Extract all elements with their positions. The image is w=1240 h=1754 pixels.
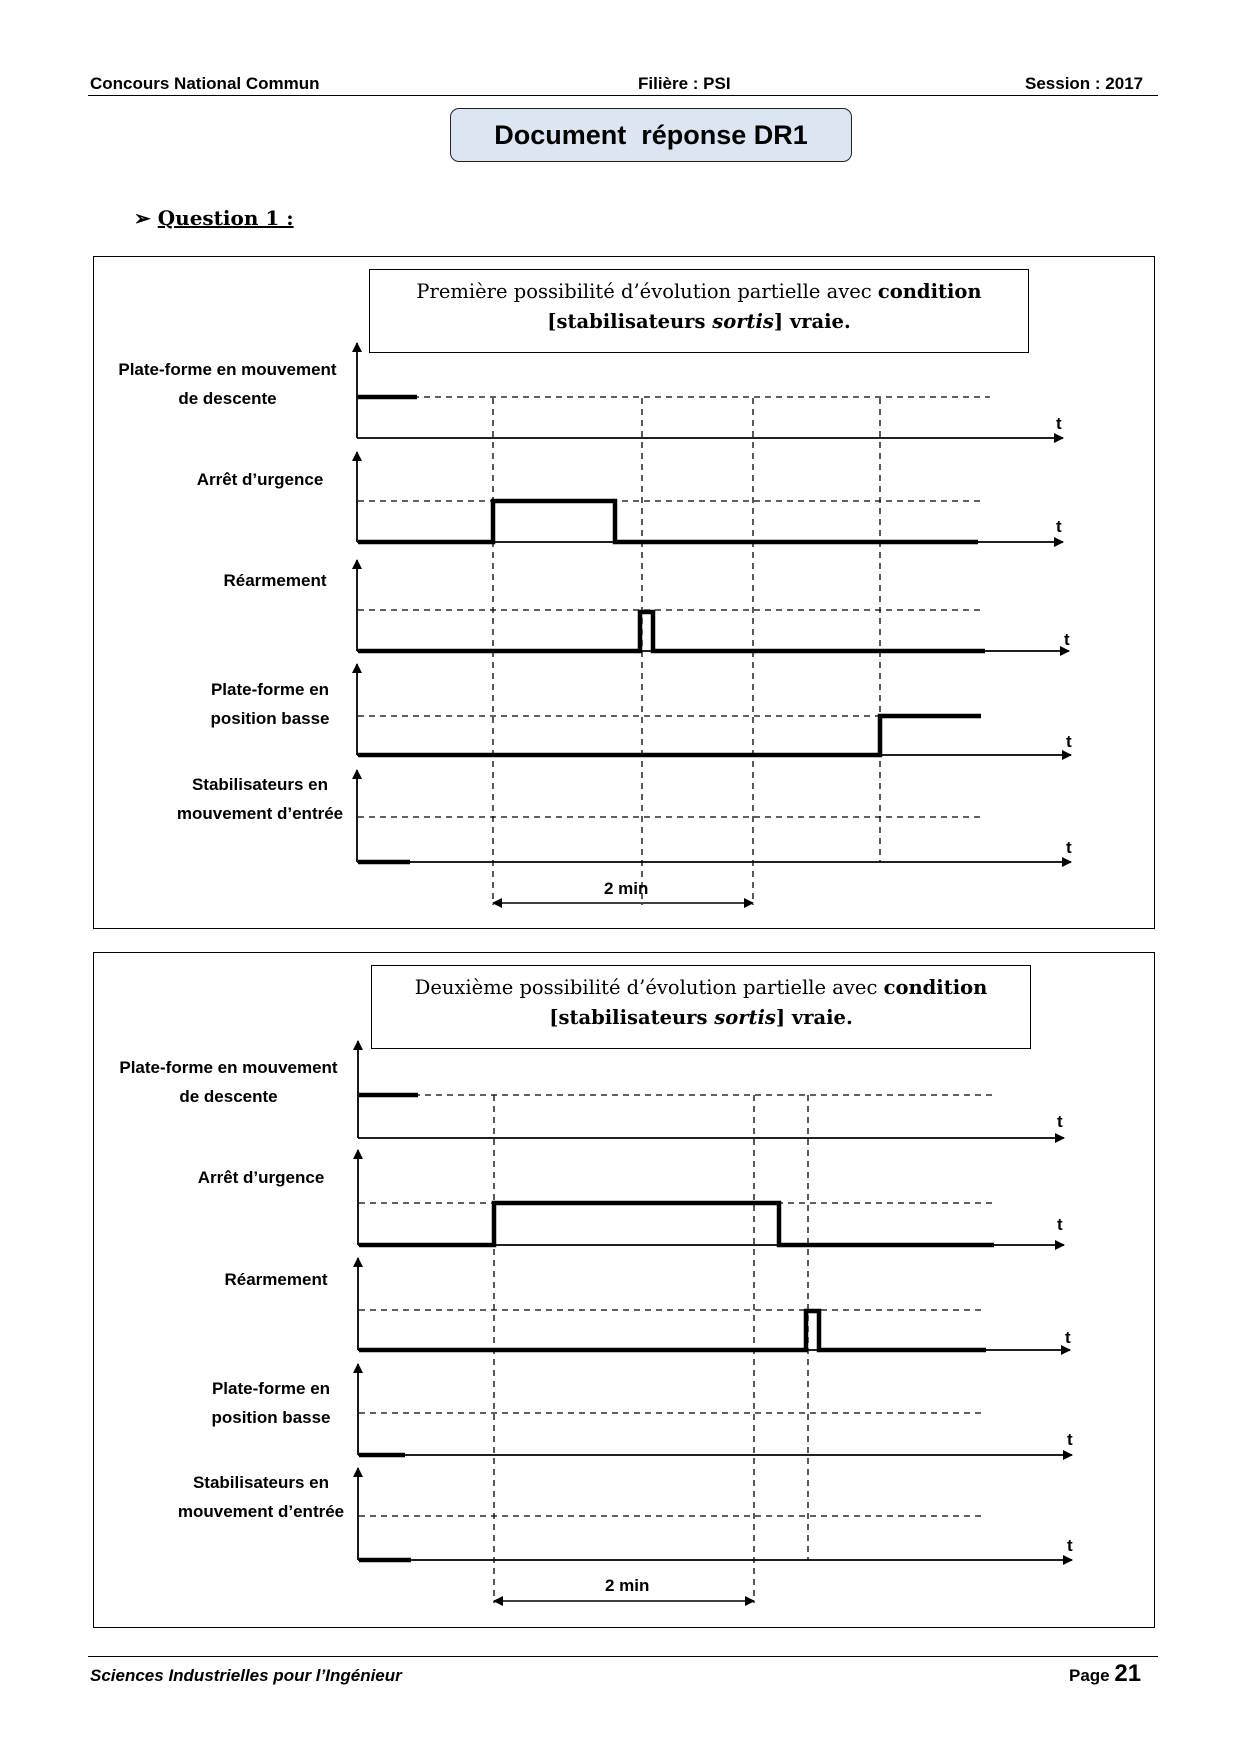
signal-label-position-basse: Plate-forme en position basse — [210, 680, 330, 728]
header-center: Filière : PSI — [638, 74, 731, 93]
question-label: Question 1 : — [157, 206, 294, 230]
diagram-1 — [357, 343, 1071, 905]
footer-course: Sciences Industrielles pour l’Ingénieur — [90, 1666, 402, 1685]
signal-label-position-basse: Plate-forme en position basse — [211, 1379, 331, 1427]
signal-position-basse-trace — [358, 716, 981, 755]
duration-label: 2 min — [605, 1576, 650, 1595]
bullet-arrow-icon: ➢ — [134, 206, 151, 230]
axis-t-label: t — [1065, 1328, 1071, 1347]
axis-t-label: t — [1066, 838, 1072, 857]
page-number: Page 21 — [1069, 1660, 1142, 1687]
axis-t-label: t — [1067, 1430, 1073, 1449]
header-left: Concours National Commun — [90, 74, 320, 93]
axis-t-label: t — [1056, 414, 1062, 433]
diagram-2 — [358, 1041, 1072, 1603]
footer-rule — [88, 1656, 1158, 1657]
signal-label-stabilisateurs: Stabilisateurs en mouvement d’entrée — [176, 775, 344, 823]
condition-box-2: Deuxième possibilité d’évolution partielle avec condition [stabilisateurs sortis] vraie. — [371, 965, 1031, 1049]
document-title: Document réponse DR1 — [450, 108, 852, 162]
axis-t-label: t — [1056, 517, 1062, 536]
condition-box-1: Première possibilité d’évolution partielle avec condition [stabilisateurs sortis] vraie. — [369, 269, 1029, 353]
signal-arret-urgence-trace — [358, 501, 978, 542]
signal-label-rearmement: Réarmement — [224, 1270, 328, 1289]
axis-t-label: t — [1066, 732, 1072, 751]
signal-rearmement-trace — [358, 612, 985, 651]
axis-t-label: t — [1057, 1112, 1063, 1131]
signal-label-stabilisateurs: Stabilisateurs en mouvement d’entrée — [177, 1473, 345, 1521]
signal-label-descente: Plate-forme en mouvement de descente — [118, 360, 337, 408]
axis-t-label: t — [1057, 1215, 1063, 1234]
signal-label-rearmement: Réarmement — [223, 571, 327, 590]
signal-label-arret-urgence: Arrêt d’urgence — [196, 470, 324, 489]
axis-t-label: t — [1067, 1536, 1073, 1555]
header-right: Session : 2017 — [1025, 74, 1144, 93]
duration-label: 2 min — [604, 879, 649, 898]
signal-label-descente: Plate-forme en mouvement de descente — [119, 1058, 338, 1106]
axis-t-label: t — [1064, 630, 1070, 649]
signal-rearmement-trace — [359, 1311, 986, 1350]
signal-label-arret-urgence: Arrêt d’urgence — [197, 1168, 325, 1187]
signal-arret-urgence-trace — [359, 1203, 994, 1245]
